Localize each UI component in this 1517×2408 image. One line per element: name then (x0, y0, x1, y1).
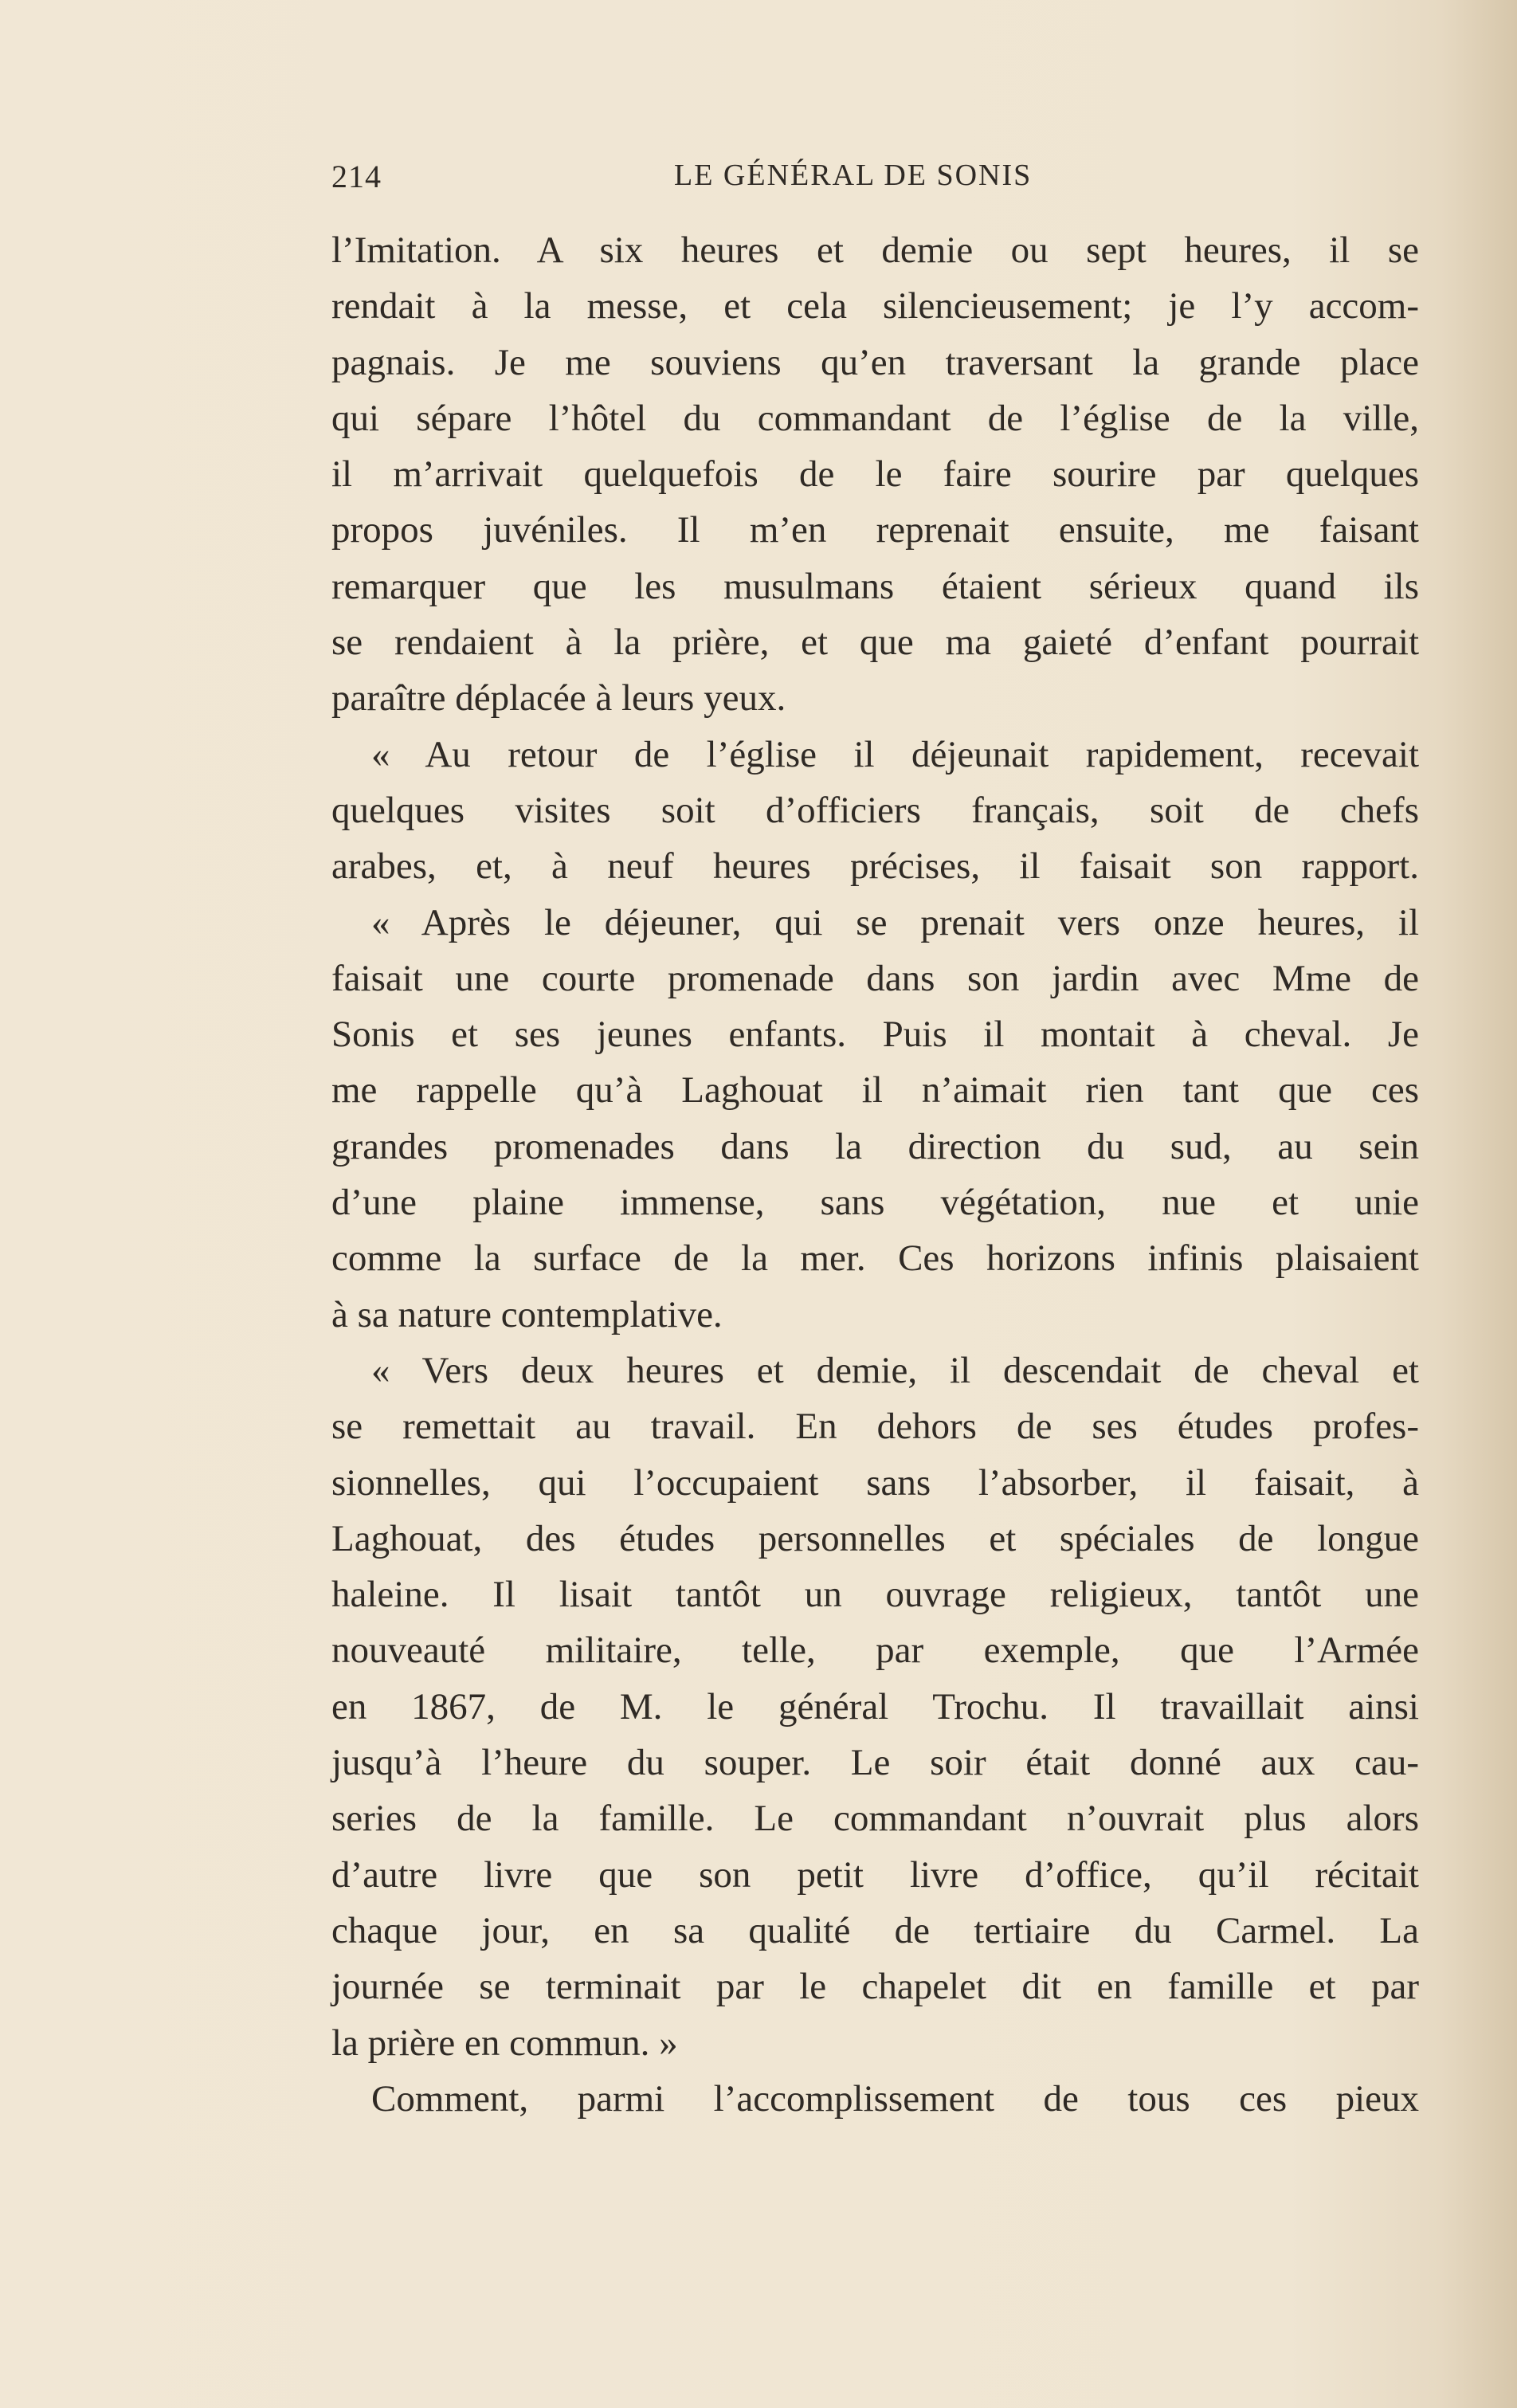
text-line: series de la famille. Le commandant n’ouvrait plus alors (331, 1798, 1419, 1840)
text-line: comme la surface de la mer. Ces horizons infinis plaisaient (331, 1237, 1419, 1280)
text-line: à sa nature contemplative. (331, 1293, 723, 1335)
text-line: remarquer que les musulmans étaient sérieux quand ils (331, 565, 1419, 607)
text-line: Laghouat, des études personnelles et spéciales de longue (331, 1517, 1419, 1559)
text-line: d’une plaine immense, sans végétation, nue et unie (331, 1182, 1419, 1224)
text-line: l’Imitation. A six heures et demie ou sept heures, il se (331, 229, 1419, 271)
text-line: paraître déplacée à leurs yeux. (331, 677, 786, 720)
text-line: sionnelles, qui l’occupaient sans l’absorber, il faisait, à (331, 1461, 1419, 1504)
text-line: nouveauté militaire, telle, par exemple, que l’Armée (331, 1630, 1419, 1672)
text-line: Comment, parmi l’accomplissement de tous ces pieux (371, 2077, 1419, 2120)
body-text (331, 222, 1419, 2127)
text-line: quelques visites soit d’officiers français, soit de chefs (331, 789, 1419, 831)
text-line: chaque jour, en sa qualité de tertiaire du Carmel. La (331, 1909, 1419, 1951)
text-line: haleine. Il lisait tantôt un ouvrage religieux, tantôt une (331, 1574, 1419, 1616)
page-header (331, 158, 1419, 206)
text-line: en 1867, de M. le général Trochu. Il travaillait ainsi (331, 1685, 1419, 1728)
text-line: se remettait au travail. En dehors de ses études profes- (331, 1406, 1419, 1448)
text-line: jusqu’à l’heure du souper. Le soir était donné aux cau- (331, 1742, 1419, 1784)
text-line: journée se terminait par le chapelet dit en famille et par (331, 1966, 1419, 2008)
page-number: 214 (331, 159, 382, 194)
text-line: rendait à la messe, et cela silencieusement; je l’y accom- (331, 285, 1419, 327)
text-line: qui sépare l’hôtel du commandant de l’église de la ville, (331, 397, 1419, 439)
text-line: grandes promenades dans la direction du sud, au sein (331, 1125, 1419, 1167)
text-line: propos juvéniles. Il m’en reprenait ensuite, me faisant (331, 509, 1419, 551)
text-line: faisait une courte promenade dans son jardin avec Mme de (331, 957, 1419, 999)
text-line: pagnais. Je me souviens qu’en traversant la grande place (331, 341, 1419, 383)
text-line: « Vers deux heures et demie, il descendait de cheval et (371, 1349, 1419, 1391)
text-line: « Au retour de l’église il déjeunait rapidement, recevait (371, 733, 1419, 775)
text-line: arabes, et, à neuf heures précises, il faisait son rapport. (331, 845, 1419, 888)
text-line: « Après le déjeuner, qui se prenait vers onze heures, il (371, 901, 1419, 943)
text-line: d’autre livre que son petit livre d’office, qu’il récitait (331, 1853, 1419, 1896)
text-line: il m’arrivait quelquefois de le faire sourire par quelques (331, 453, 1419, 496)
text-line: se rendaient à la prière, et que ma gaieté d’enfant pourrait (331, 622, 1419, 664)
text-line: me rappelle qu’à Laghouat il n’aimait rien tant que ces (331, 1069, 1419, 1112)
text-line: la prière en commun. » (331, 2022, 678, 2064)
running-title: LE GÉNÉRAL DE SONIS (674, 159, 1033, 192)
text-line: Sonis et ses jeunes enfants. Puis il montait à cheval. Je (331, 1014, 1419, 1056)
